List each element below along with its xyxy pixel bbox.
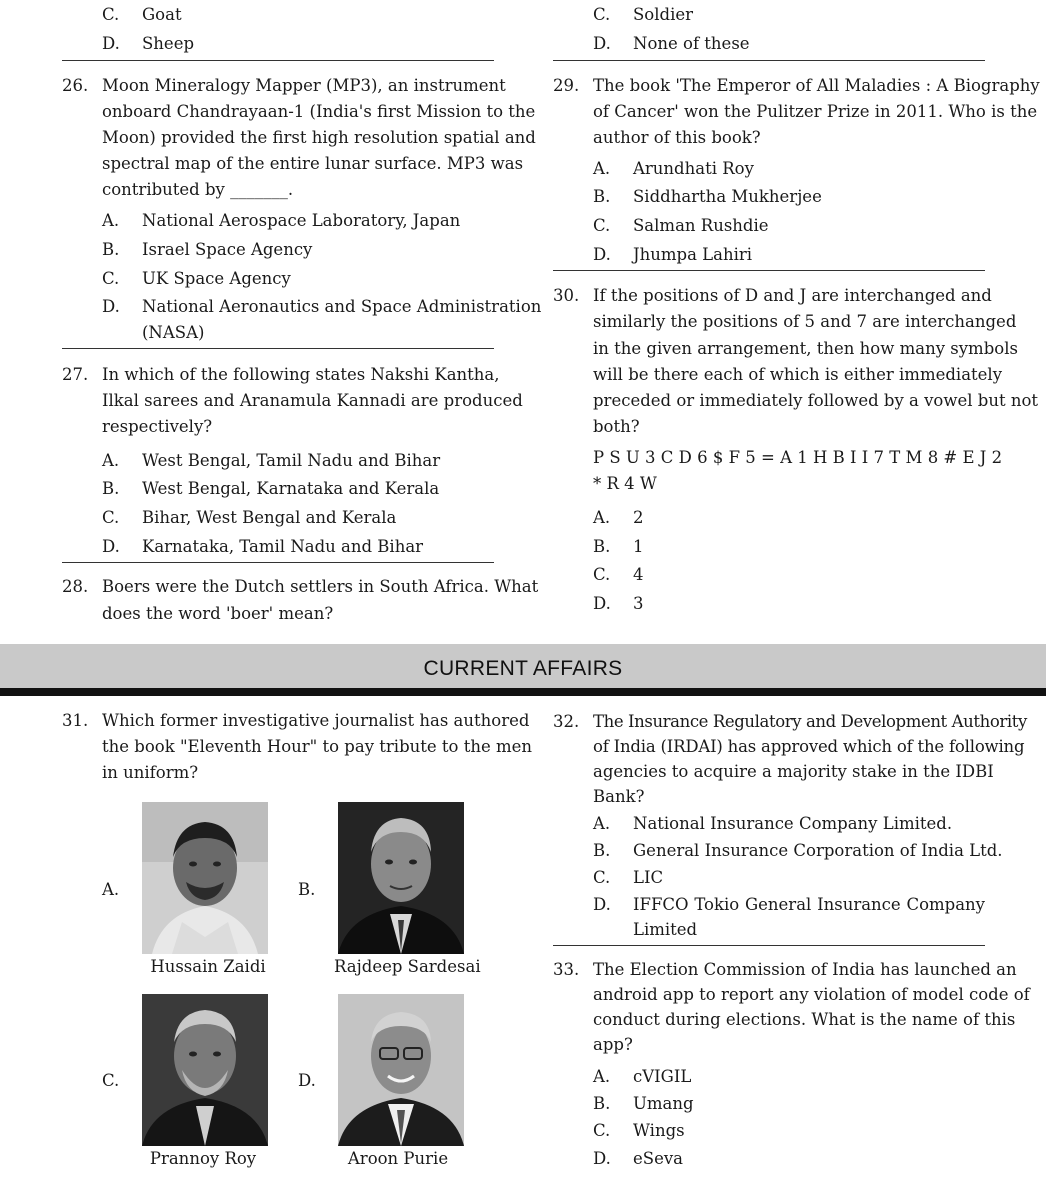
question-number: 26. xyxy=(62,76,89,95)
option-letter: C. xyxy=(102,269,120,288)
section-title: CURRENT AFFAIRS xyxy=(423,657,623,680)
option-letter: A. xyxy=(102,451,120,470)
option-letter: D. xyxy=(102,297,120,316)
portrait-photo-a xyxy=(142,802,268,954)
option-letter: B. xyxy=(102,240,120,259)
question-line: Moon Mineralogy Mapper (MP3), an instrument xyxy=(102,76,506,95)
option-text: Israel Space Agency xyxy=(142,240,313,259)
option-letter: C. xyxy=(102,5,120,24)
question-line: The Election Commission of India has launched an xyxy=(593,960,1017,979)
question-line: of Cancer' won the Pulitzer Prize in 2011. Who is the xyxy=(593,102,1038,121)
portrait-caption: Hussain Zaidi xyxy=(150,957,266,976)
option-letter: A. xyxy=(102,211,120,230)
option-text: cVIGIL xyxy=(633,1067,692,1086)
question-line: Boers were the Dutch settlers in South Africa. What xyxy=(102,577,539,596)
option-letter: D. xyxy=(593,895,611,914)
portrait-photo-d xyxy=(338,994,464,1146)
option-letter: C. xyxy=(102,508,120,527)
portrait-caption: Aroon Purie xyxy=(347,1149,449,1168)
option-text: LIC xyxy=(633,868,664,887)
option-text: Siddhartha Mukherjee xyxy=(633,187,822,206)
option-letter: D. xyxy=(593,1149,611,1168)
option-letter: C. xyxy=(593,1121,611,1140)
option-letter: D. xyxy=(593,245,611,264)
question-line: The book 'The Emperor of All Maladies : A Biography xyxy=(593,76,1040,95)
question-line: agencies to acquire a majority stake in the IDBI xyxy=(593,762,994,781)
option-letter: C. xyxy=(593,216,611,235)
question-line: Ilkal sarees and Aranamula Kannadi are produced xyxy=(102,391,523,410)
question-line: both? xyxy=(593,417,640,436)
question-line: similarly the positions of 5 and 7 are interchanged xyxy=(593,312,1017,331)
question-number: 31. xyxy=(62,711,89,730)
option-text: Umang xyxy=(633,1094,694,1113)
option-text: Sheep xyxy=(142,34,195,53)
question-number: 30. xyxy=(553,286,580,305)
symbol-sequence: P S U 3 C D 6 $ F 5 = A 1 H B I I 7 T M 8 # E J 2 xyxy=(593,448,1003,467)
option-letter: D. xyxy=(102,34,120,53)
divider xyxy=(553,945,985,946)
question-number: 27. xyxy=(62,365,89,384)
option-text: 3 xyxy=(633,594,644,613)
question-line: Bank? xyxy=(593,787,645,806)
portrait-caption: Prannoy Roy xyxy=(149,1149,257,1168)
question-number: 28. xyxy=(62,577,89,596)
option-letter: A. xyxy=(102,880,120,899)
option-letter: D. xyxy=(593,34,611,53)
question-line: conduct during elections. What is the name of this xyxy=(593,1010,1016,1029)
option-text: West Bengal, Tamil Nadu and Bihar xyxy=(142,451,441,470)
question-line: Which former investigative journalist has authored xyxy=(102,711,530,730)
option-letter: B. xyxy=(593,1094,611,1113)
question-number: 32. xyxy=(553,712,580,731)
question-number: 29. xyxy=(553,76,580,95)
divider xyxy=(62,60,494,61)
question-line: in uniform? xyxy=(102,763,199,782)
option-letter: C. xyxy=(593,5,611,24)
option-text: 1 xyxy=(633,537,644,556)
option-letter: C. xyxy=(102,1071,120,1090)
divider xyxy=(62,562,494,563)
option-text: Salman Rushdie xyxy=(633,216,769,235)
question-line: The Insurance Regulatory and Development Authority xyxy=(593,712,1027,731)
divider xyxy=(62,348,494,349)
option-letter: C. xyxy=(593,868,611,887)
question-line: of India (IRDAI) has approved which of the following xyxy=(593,737,1025,756)
option-text: 2 xyxy=(633,508,644,527)
portrait-caption: Rajdeep Sardesai xyxy=(334,957,481,976)
option-letter: B. xyxy=(593,841,611,860)
option-text: Bihar, West Bengal and Kerala xyxy=(142,508,397,527)
option-text: None of these xyxy=(633,34,750,53)
option-letter: A. xyxy=(593,1067,611,1086)
option-letter: B. xyxy=(593,537,611,556)
option-letter: A. xyxy=(593,159,611,178)
divider xyxy=(553,270,985,271)
option-text: eSeva xyxy=(633,1149,683,1168)
option-text-continued: (NASA) xyxy=(142,323,205,342)
option-letter: B. xyxy=(593,187,611,206)
option-letter: B. xyxy=(298,880,316,899)
question-line: In which of the following states Nakshi Kantha, xyxy=(102,365,500,384)
option-text: IFFCO Tokio General Insurance Company xyxy=(633,895,985,914)
question-line: author of this book? xyxy=(593,128,761,147)
question-line: preceded or immediately followed by a vowel but not xyxy=(593,391,1039,410)
symbol-sequence-continued: * R 4 W xyxy=(593,474,657,493)
question-line: contributed by _______. xyxy=(102,180,294,199)
question-line: android app to report any violation of model code of xyxy=(593,985,1030,1004)
option-letter: B. xyxy=(102,479,120,498)
question-line: spectral map of the entire lunar surface. MP3 was xyxy=(102,154,524,173)
question-line: respectively? xyxy=(102,417,213,436)
option-text-continued: Limited xyxy=(633,920,698,939)
question-line: the book "Eleventh Hour" to pay tribute to the men xyxy=(102,737,533,756)
option-text: Karnataka, Tamil Nadu and Bihar xyxy=(142,537,424,556)
option-text: General Insurance Corporation of India Ltd. xyxy=(633,841,1003,860)
option-text: Soldier xyxy=(633,5,694,24)
option-text: UK Space Agency xyxy=(142,269,291,288)
question-line: Moon) provided the first high resolution spatial and xyxy=(102,128,536,147)
option-letter: D. xyxy=(593,594,611,613)
question-line: in the given arrangement, then how many symbols xyxy=(593,339,1018,358)
option-letter: C. xyxy=(593,565,611,584)
option-text: West Bengal, Karnataka and Kerala xyxy=(142,479,440,498)
portrait-photo-b xyxy=(338,802,464,954)
option-text: National Insurance Company Limited. xyxy=(633,814,953,833)
section-banner-rule xyxy=(0,688,1046,696)
question-number: 33. xyxy=(553,960,580,979)
option-text: National Aeronautics and Space Administration xyxy=(142,297,542,316)
option-text: Goat xyxy=(142,5,182,24)
question-line: If the positions of D and J are interchanged and xyxy=(593,286,992,305)
option-text: Wings xyxy=(633,1121,685,1140)
option-letter: D. xyxy=(298,1071,316,1090)
option-letter: A. xyxy=(593,508,611,527)
option-text: National Aerospace Laboratory, Japan xyxy=(142,211,461,230)
option-text: Arundhati Roy xyxy=(633,159,754,178)
option-letter: A. xyxy=(593,814,611,833)
question-line: does the word 'boer' mean? xyxy=(102,604,334,623)
question-line: app? xyxy=(593,1035,633,1054)
question-line: onboard Chandrayaan-1 (India's first Mission to the xyxy=(102,102,536,121)
option-text: 4 xyxy=(633,565,644,584)
divider xyxy=(553,60,985,61)
option-text: Jhumpa Lahiri xyxy=(633,245,753,264)
question-line: will be there each of which is either immediately xyxy=(593,365,1003,384)
portrait-photo-c xyxy=(142,994,268,1146)
option-letter: D. xyxy=(102,537,120,556)
